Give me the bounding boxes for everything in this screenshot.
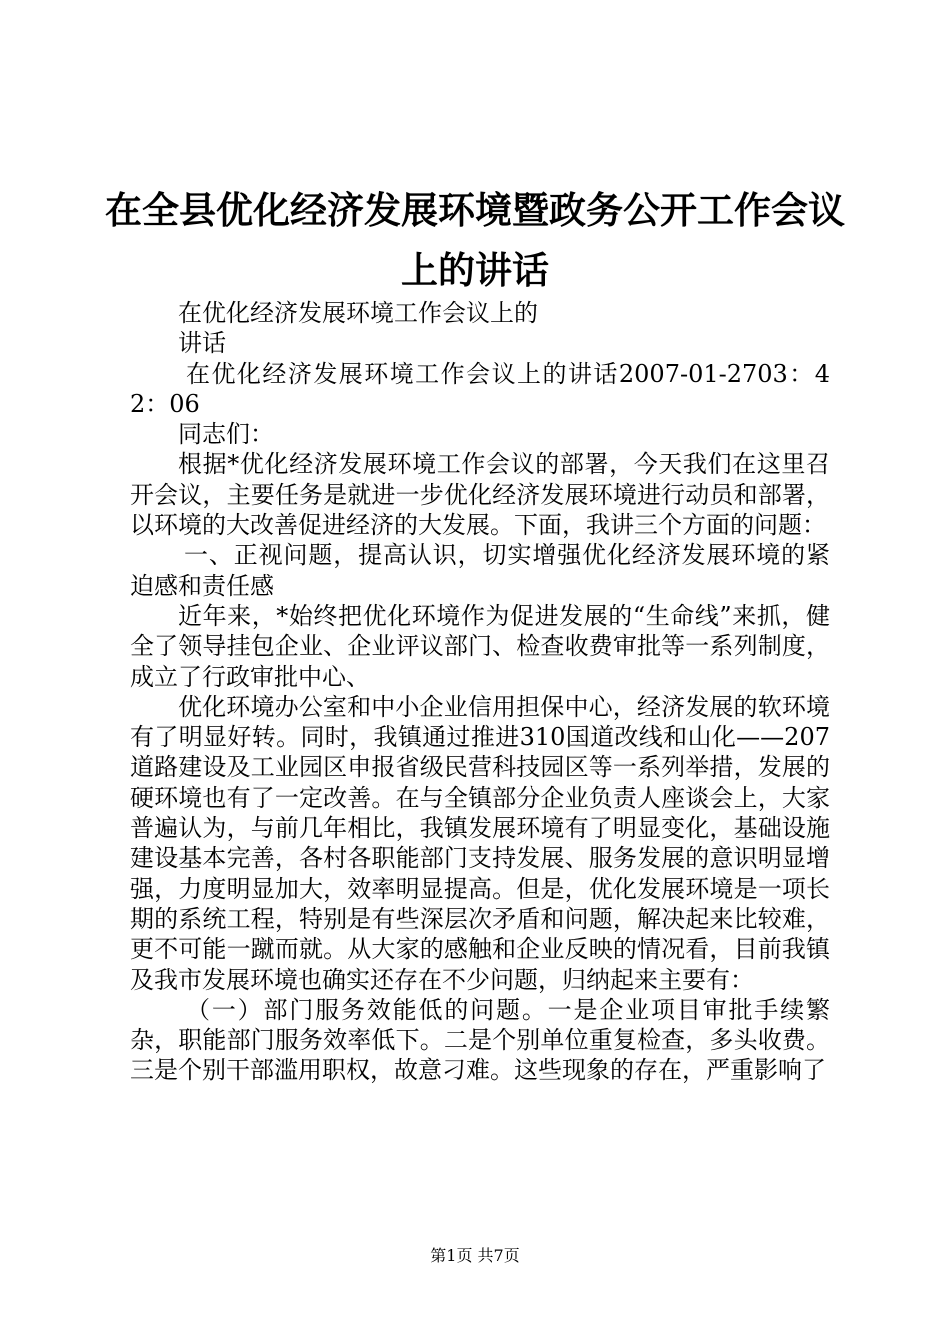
- page-indicator: 第1页 共7页: [430, 1246, 520, 1265]
- salutation: 同志们：: [178, 420, 274, 449]
- paragraph: 根据*优化经济发展环境工作会议的部署，今天我们在这里召开会议，主要任务是就进一步优化经济发展环境进行动员和部署，以环境的大改善促进经济的大发展。下面，我讲三个方面的问题：: [130, 450, 830, 540]
- paragraph: （一）部门服务效能低的问题。一是企业项目审批手续繁杂，职能部门服务效率低下。二是个别单位重复检查，多头收费。三是个别干部滥用职权，故意刁难。这些现象的存在，严重影响了: [130, 995, 830, 1085]
- document-title-line-2: 上的讲话: [401, 248, 549, 292]
- section-heading: 一、正视问题，提高认识，切实增强优化经济发展环境的紧迫感和责任感: [130, 541, 830, 600]
- paragraph: 近年来，*始终把优化环境作为促进发展的“生命线”来抓，健全了领导挂包企业、企业评议部门、检查收费审批等一系列制度，成立了行政审批中心、: [130, 601, 830, 691]
- paragraph: 优化环境办公室和中小企业信用担保中心，经济发展的软环境有了明显好转。同时，我镇通过推进310国道改线和山化——207道路建设及工业园区申报省级民营科技园区等一系列举措，发展的硬环境也有了一定改善。在与全镇部分企业负责人座谈会上，大家普遍认为，与前几年相比，我镇发展环境有了明显变化，基础设施建设基本完善，各村各职能部门支持发展、服务发展的意识明显增强，力度明显加大，效率明显提高。但是，优化发展环境是一项长期的系统工程，特别是有些深层次矛盾和问题，解决起来比较难，更不可能一蹴而就。从大家的感触和企业反映的情况看，目前我镇及我市发展环境也确实还存在不少问题，归纳起来主要有：: [130, 692, 830, 994]
- subtitle-line-1: 在优化经济发展环境工作会议上的: [178, 299, 538, 327]
- document-body: [130, 298, 830, 1086]
- subtitle-line-2: 讲话: [178, 329, 226, 358]
- document-title-line-1: 在全县优化经济发展环境暨政务公开工作会议: [105, 188, 845, 232]
- dateline: 在优化经济发展环境工作会议上的讲话2007-01-2703：42：06: [130, 359, 830, 418]
